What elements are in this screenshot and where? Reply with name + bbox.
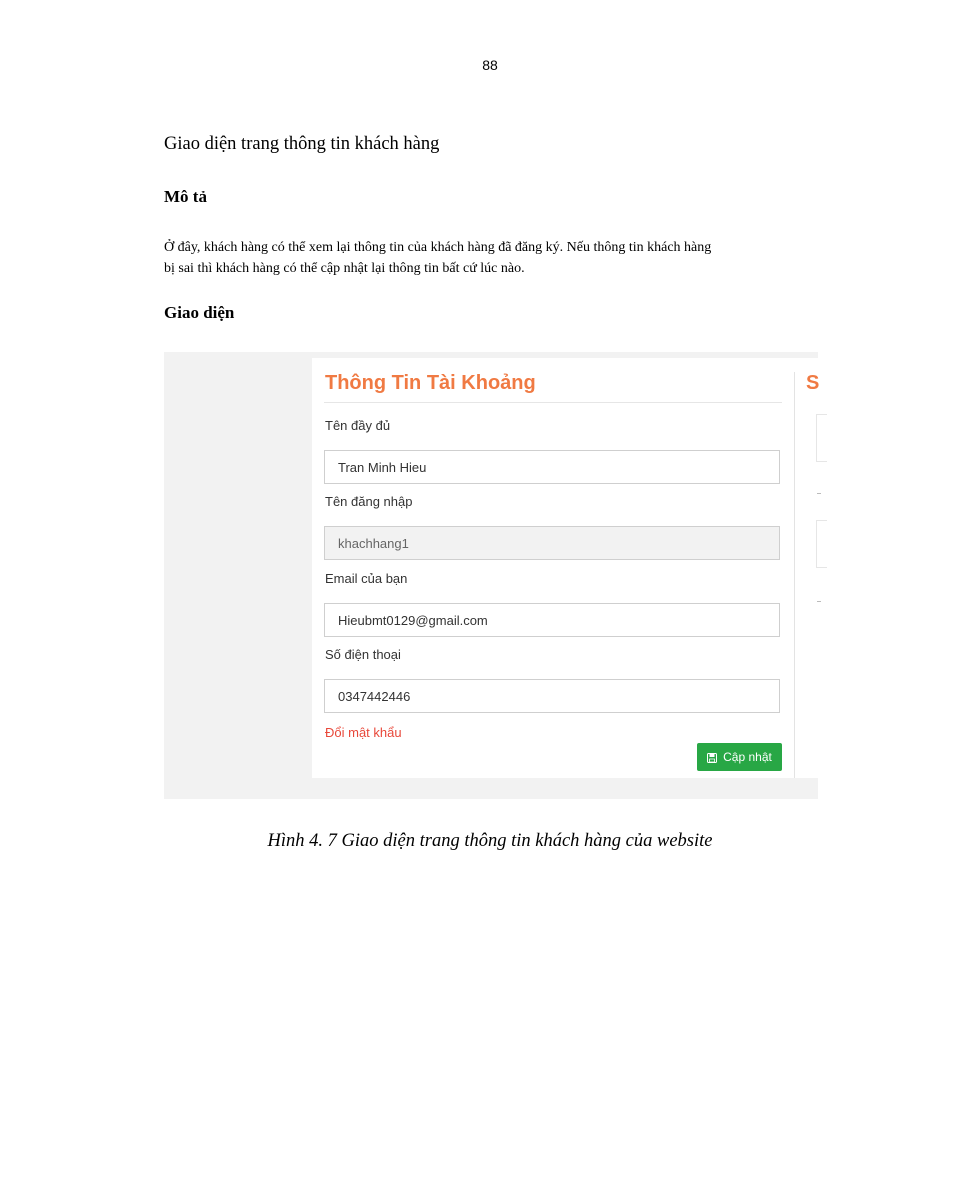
section-subtitle: Giao diện trang thông tin khách hàng [164, 134, 440, 154]
panel-title: Thông Tin Tài Khoảng [325, 372, 536, 394]
username-input [324, 526, 780, 560]
figure-caption: Hình 4. 7 Giao diện trang thông tin khách hàng của website [267, 831, 713, 851]
interface-heading: Giao diện [164, 303, 235, 322]
side-panel-title-fragment: S [806, 372, 820, 394]
phone-input[interactable] [324, 679, 780, 713]
username-label: Tên đăng nhập [325, 494, 413, 509]
description-line: Ở đây, khách hàng có thể xem lại thông tin của khách hàng đã đăng ký. Nếu thông tin khách hàng [164, 240, 712, 255]
side-panel-box [816, 520, 827, 568]
save-icon [707, 752, 717, 762]
side-panel-mark [817, 493, 821, 494]
email-label: Email của bạn [325, 571, 408, 586]
phone-label: Số điện thoại [325, 647, 401, 662]
screenshot-figure [164, 352, 818, 799]
account-info-panel [312, 358, 818, 778]
description-heading: Mô tả [164, 187, 207, 206]
side-panel-mark [817, 601, 821, 602]
description-paragraph [164, 237, 824, 279]
update-button-label: Cập nhật [723, 750, 772, 764]
full-name-label: Tên đầy đủ [325, 418, 391, 433]
column-divider [794, 372, 795, 778]
full-name-input[interactable] [324, 450, 780, 484]
page-number: 88 [482, 57, 498, 73]
side-panel-box [816, 414, 827, 462]
change-password-link[interactable]: Đổi mật khẩu [325, 725, 402, 740]
update-button[interactable] [697, 743, 782, 771]
email-input[interactable] [324, 603, 780, 637]
title-divider [324, 402, 782, 403]
description-line: bị sai thì khách hàng có thể cập nhật lại thông tin bất cứ lúc nào. [164, 261, 525, 276]
